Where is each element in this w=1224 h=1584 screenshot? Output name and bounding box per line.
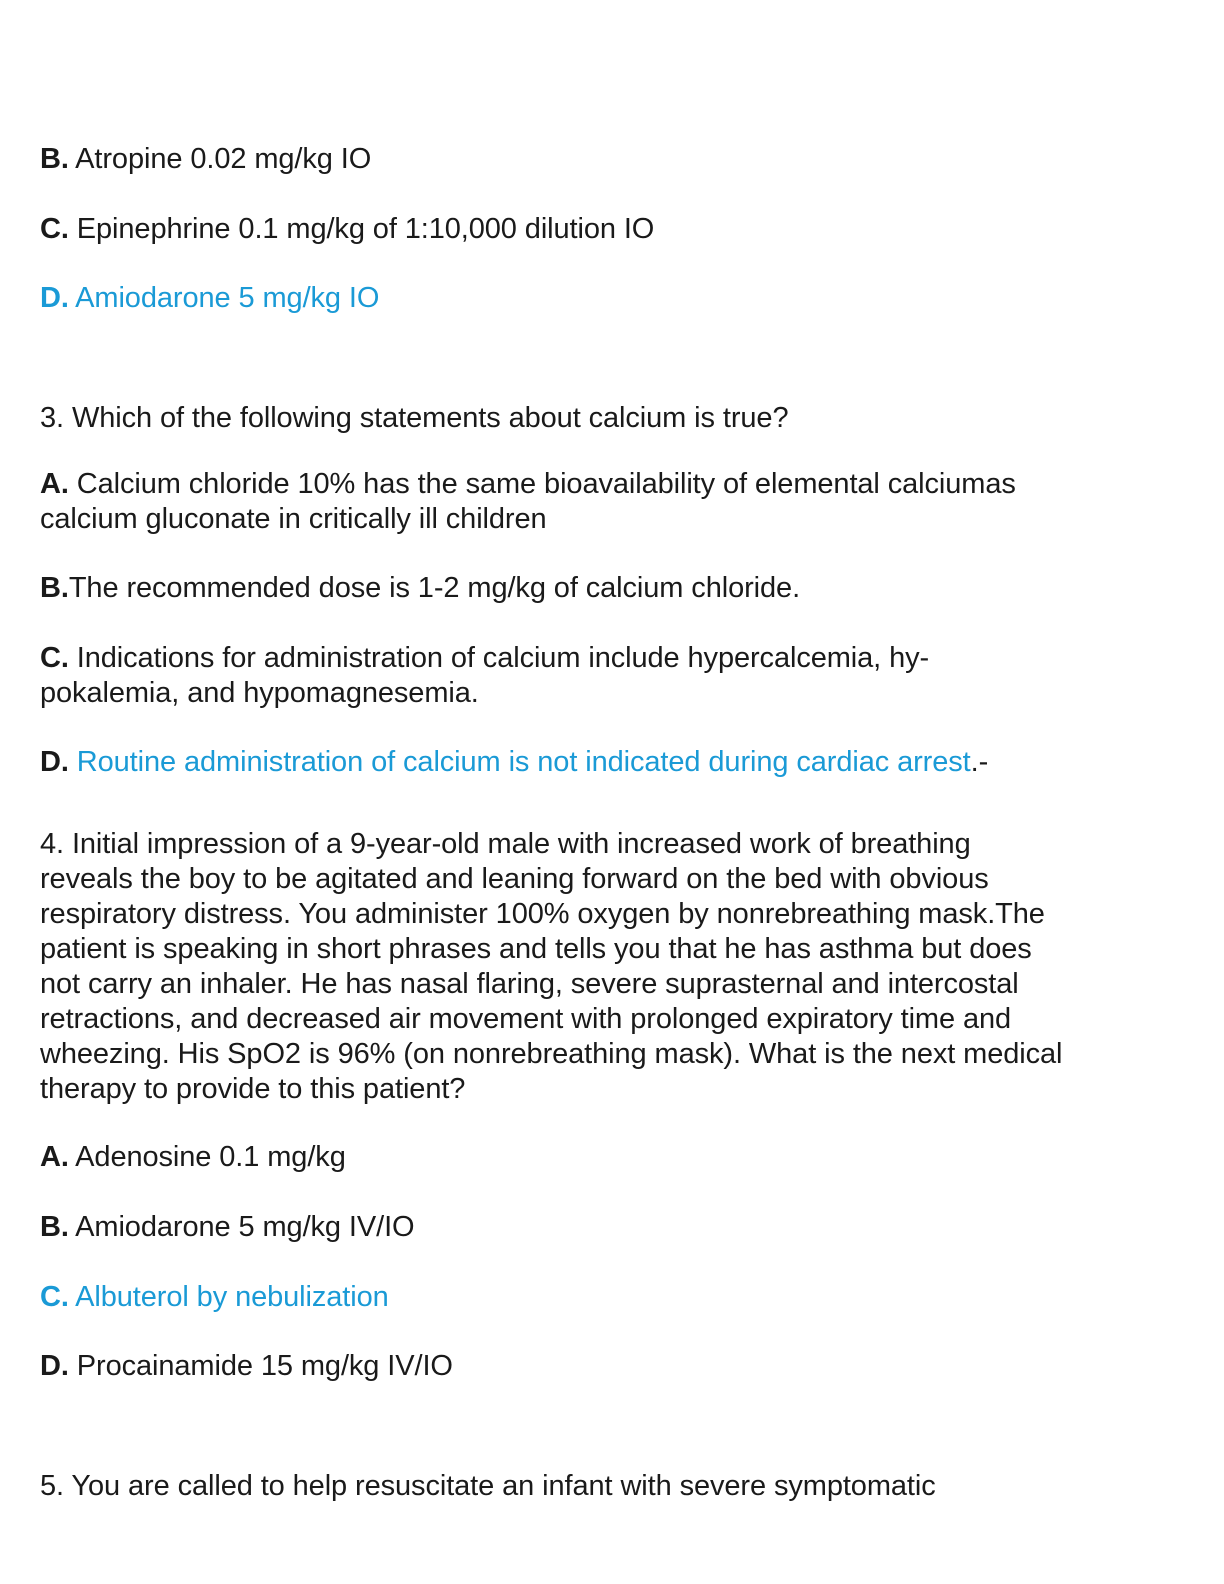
option-letter: B. (40, 1211, 69, 1243)
question-line: therapy to provide to this patient? (40, 1073, 466, 1105)
q2-option-d-correct-answer (40, 281, 1190, 316)
option-suffix: .- (970, 746, 989, 778)
q3-option-b (40, 571, 1190, 606)
question-line: reveals the boy to be agitated and leaning forward on the bed with obvious (40, 863, 989, 895)
q4-option-b (40, 1210, 1190, 1245)
question-line: wheezing. His SpO2 is 96% (on nonrebreathing mask). What is the next medical (40, 1038, 1063, 1070)
q4-option-a (40, 1140, 1190, 1175)
option-line (40, 467, 1190, 502)
question-line: patient is speaking in short phrases and tells you that he has asthma but does (40, 933, 1032, 965)
option-text: Procainamide 15 mg/kg IV/IO (68, 1350, 453, 1382)
option-text: Epinephrine 0.1 mg/kg of 1:10,000 dilution IO (68, 213, 655, 245)
option-line (40, 641, 1190, 676)
option-letter: D. (40, 282, 69, 314)
q3-question: 3. Which of the following statements about calcium is true? (40, 402, 789, 434)
option-letter: B. (40, 572, 69, 604)
option-letter: A. (40, 468, 69, 500)
q3-option-d-correct-answer (40, 745, 1190, 780)
q2-option-b (40, 142, 1190, 177)
option-letter: C. (40, 1281, 69, 1313)
question-line: retractions, and decreased air movement with prolonged expiratory time and (40, 1003, 1012, 1035)
option-letter: D. (40, 746, 69, 778)
q3-option-a (40, 467, 1190, 537)
question-line: not carry an inhaler. He has nasal flaring, severe suprasternal and intercostal (40, 968, 1019, 1000)
option-text: Indications for administration of calcium include hypercalcemia, hy- (68, 642, 930, 674)
option-letter: A. (40, 1141, 69, 1173)
q2-option-c (40, 212, 1190, 247)
q4-option-c-correct-answer (40, 1280, 1190, 1315)
question-line: 4. Initial impression of a 9-year-old male with increased work of breathing (40, 828, 971, 860)
q4-option-d (40, 1349, 1190, 1384)
option-text: Adenosine 0.1 mg/kg (68, 1141, 346, 1173)
option-letter: C. (40, 213, 69, 245)
option-text: Atropine 0.02 mg/kg IO (68, 143, 372, 175)
option-text: Albuterol by nebulization (68, 1281, 389, 1313)
option-answer-text: Routine administration of calcium is not indicated during cardiac arrest (68, 746, 971, 778)
option-letter: D. (40, 1350, 69, 1382)
option-text: Calcium chloride 10% has the same bioavailability of elemental calciumas (68, 468, 1016, 500)
q5-question: 5. You are called to help resuscitate an infant with severe symptomatic (40, 1470, 936, 1502)
option-line: calcium gluconate in critically ill children (40, 503, 547, 535)
option-text: Amiodarone 5 mg/kg IO (68, 282, 380, 314)
q3-option-c (40, 641, 1190, 711)
option-text: Amiodarone 5 mg/kg IV/IO (68, 1211, 415, 1243)
option-letter: C. (40, 642, 69, 674)
option-line: pokalemia, and hypomagnesemia. (40, 677, 479, 709)
option-letter: B. (40, 143, 69, 175)
option-text: The recommended dose is 1-2 mg/kg of calcium chloride. (68, 572, 801, 604)
q4-question (40, 827, 1190, 1107)
question-line: respiratory distress. You administer 100% oxygen by nonrebreathing mask.The (40, 898, 1045, 930)
